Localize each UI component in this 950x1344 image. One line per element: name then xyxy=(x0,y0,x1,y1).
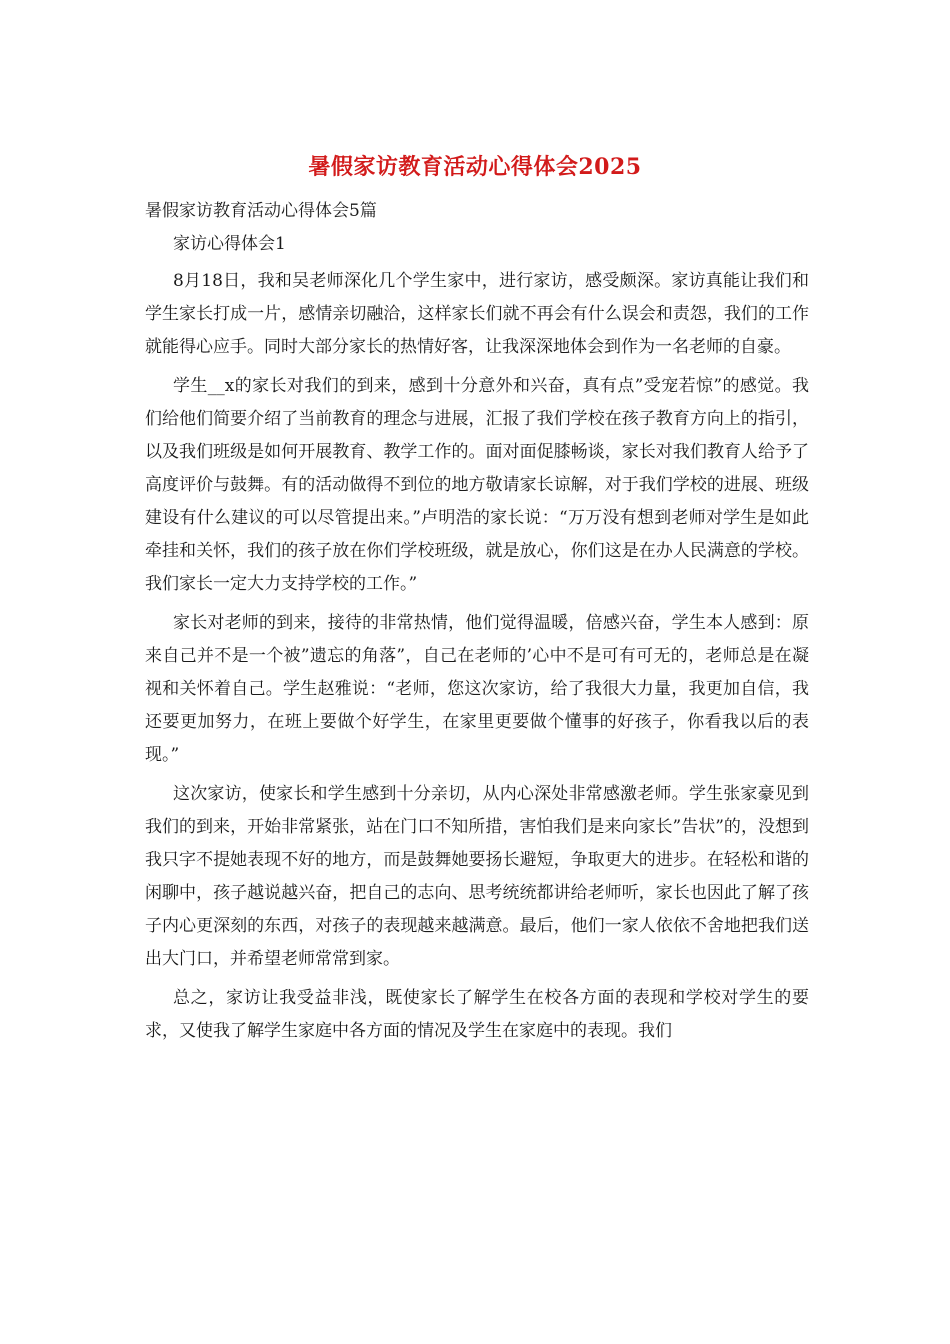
body-paragraph: 总之，家访让我受益非浅，既使家长了解学生在校各方面的表现和学校对学生的要求，又使我了解学生家庭中各方面的情况及学生在家庭中的表现。我们 xyxy=(145,988,809,1041)
document-subtitle: 暑假家访教育活动心得体会5篇 xyxy=(145,201,377,221)
body-paragraph: 家长对老师的到来，接待的非常热情，他们觉得温暖，倍感兴奋，学生本人感到：原来自己并不是一个被”遗忘的角落”，自己在老师的’心中不是可有可无的，老师总是在凝视和关怀着自己。学生赵雅说：“老师，您这次家访，给了我很大力量，我更加自信，我还要更加努力，在班上要做个好学生，在家里更要做个懂事的好孩子，你看我以后的表现。” xyxy=(145,613,809,765)
document-body xyxy=(145,196,809,1048)
body-paragraph: 8月18日，我和吴老师深化几个学生家中，进行家访，感受颇深。家访真能让我们和学生家长打成一片，感情亲切融洽，这样家长们就不再会有什么误会和责怨，我们的工作就能得心应手。同时大部分家长的热情好客，让我深深地体会到作为一名老师的自豪。 xyxy=(145,271,809,357)
section-heading: 家访心得体会1 xyxy=(173,234,286,254)
body-paragraph: 这次家访，使家长和学生感到十分亲切，从内心深处非常感激老师。学生张家豪见到我们的到来，开始非常紧张，站在门口不知所措，害怕我们是来向家长”告状”的，没想到我只字不提她表现不好的地方，而是鼓舞她要扬长避短，争取更大的进步。在轻松和谐的闲聊中，孩子越说越兴奋，把自己的志向、思考统统都讲给老师听，家长也因此了解了孩子内心更深刻的东西，对孩子的表现越来越满意。最后，他们一家人依依不舍地把我们送出大门口，并希望老师常常到家。 xyxy=(145,784,809,969)
document-title: 暑假家访教育活动心得体会2025 xyxy=(308,154,642,180)
body-paragraph: 学生__x的家长对我们的到来，感到十分意外和兴奋，真有点”受宠若惊”的感觉。我们给他们简要介绍了当前教育的理念与进展，汇报了我们学校在孩子教育方向上的指引，以及我们班级是如何开展教育、教学工作的。面对面促膝畅谈，家长对我们教育人给予了高度评价与鼓舞。有的活动做得不到位的地方敬请家长谅解，对于我们学校的进展、班级建设有什么建议的可以尽管提出来。”卢明浩的家长说：“万万没有想到老师对学生是如此牵挂和关怀，我们的孩子放在你们学校班级，就是放心，你们这是在办人民满意的学校。我们家长一定大力支持学校的工作。” xyxy=(145,376,809,594)
